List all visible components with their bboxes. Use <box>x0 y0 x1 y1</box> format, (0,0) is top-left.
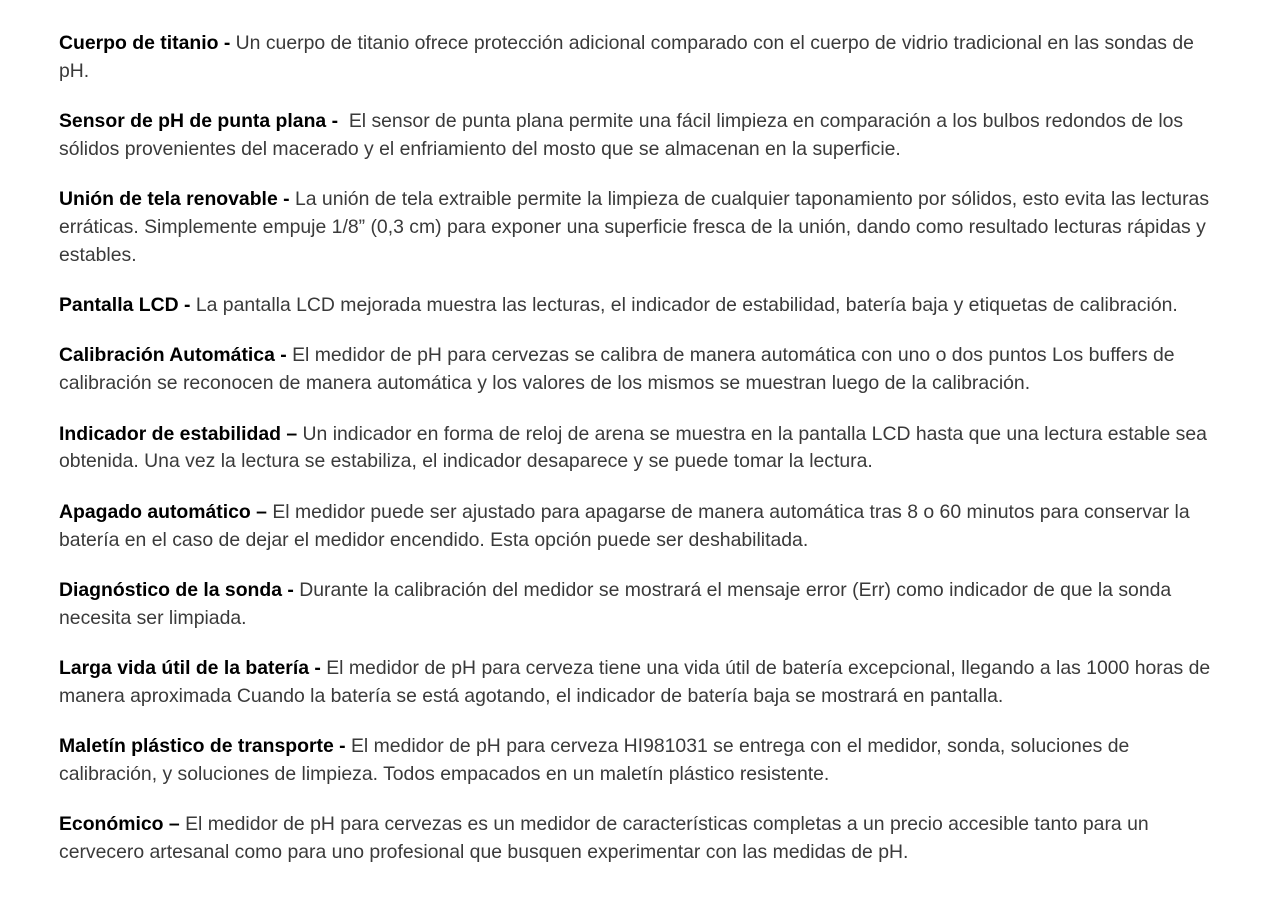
feature-description: La unión de tela extraible permite la limpieza de cualquier taponamiento por sólidos, esto evita las lecturas erráticas. Simplemente empuje 1/8” (0,3 cm) para exponer una superficie fresca de la unión, dando como resultado lecturas rápidas y estables. <box>59 188 1215 267</box>
feature-description: El medidor de pH para cervezas se calibra de manera automática con uno o dos puntos Los buffers de calibración se reconocen de manera automática y los valores de los mismos se muestran luego de la calibración. <box>59 344 1180 395</box>
feature-title: Apagado automático – <box>59 500 273 523</box>
feature-title: Unión de tela renovable - <box>59 188 295 211</box>
feature-economical <box>59 811 1224 867</box>
feature-description: El medidor de pH para cerveza tiene una vida útil de batería excepcional, llegando a las 1000 horas de manera aproximada Cuando la batería se está agotando, el indicador de batería baja se mostrará en pantalla. <box>59 656 1216 707</box>
feature-title: Diagnóstico de la sonda - <box>59 578 300 601</box>
feature-description: El sensor de punta plana permite una fácil limpieza en comparación a los bulbos redondos de los sólidos provenientes del macerado y el enfriamiento del mosto que se almacenan en la superficie. <box>59 110 1189 161</box>
feature-description: La pantalla LCD mejorada muestra las lecturas, el indicador de estabilidad, batería baja y etiquetas de calibración. <box>195 294 1178 317</box>
feature-probe-diagnostics <box>59 577 1224 633</box>
feature-title: Económico – <box>59 813 186 836</box>
feature-description: El medidor puede ser ajustado para apagarse de manera automática tras 8 o 60 minutos para conservar la batería en el caso de dejar el medidor encendido. Esta opción puede ser deshabilitada. <box>59 500 1195 551</box>
feature-title: Larga vida útil de la batería - <box>59 656 327 679</box>
feature-carrying-case <box>59 733 1224 789</box>
feature-title: Indicador de estabilidad – <box>59 422 303 445</box>
feature-lcd-screen <box>59 292 1224 320</box>
feature-title: Sensor de pH de punta plana - <box>59 110 344 133</box>
feature-description: Un indicador en forma de reloj de arena se muestra en la pantalla LCD hasta que una lectura estable sea obtenida. Una vez la lectura se estabiliza, el indicador desaparece y se puede tomar la lectura. <box>59 422 1213 473</box>
feature-description: El medidor de pH para cerveza HI981031 se entrega con el medidor, sonda, soluciones de calibración, y soluciones de limpieza. Todos empacados en un maletín plástico resistente. <box>59 734 1135 785</box>
feature-flat-tip-sensor <box>59 108 1224 164</box>
feature-auto-calibration <box>59 342 1224 398</box>
feature-description: El medidor de pH para cervezas es un medidor de características completas a un precio accesible tanto para un cervecero artesanal como para uno profesional que busquen experimentar con las medidas de pH. <box>59 813 1155 863</box>
feature-description: Durante la calibración del medidor se mostrará el mensaje error (Err) como indicador de que la sonda necesita ser limpiada. <box>59 578 1177 629</box>
feature-renewable-junction <box>59 186 1224 270</box>
feature-list <box>59 30 1224 889</box>
feature-title: Cuerpo de titanio - <box>59 32 236 54</box>
feature-auto-off <box>59 499 1224 555</box>
feature-titanium-body <box>59 30 1224 86</box>
feature-title: Maletín plástico de transporte - <box>59 734 351 757</box>
feature-battery-life <box>59 655 1224 711</box>
feature-title: Calibración Automática - <box>59 344 293 367</box>
feature-description: Un cuerpo de titanio ofrece protección adicional comparado con el cuerpo de vidrio tradicional en las sondas de pH. <box>59 32 1200 82</box>
feature-stability-indicator <box>59 421 1224 477</box>
feature-title: Pantalla LCD - <box>59 294 196 317</box>
